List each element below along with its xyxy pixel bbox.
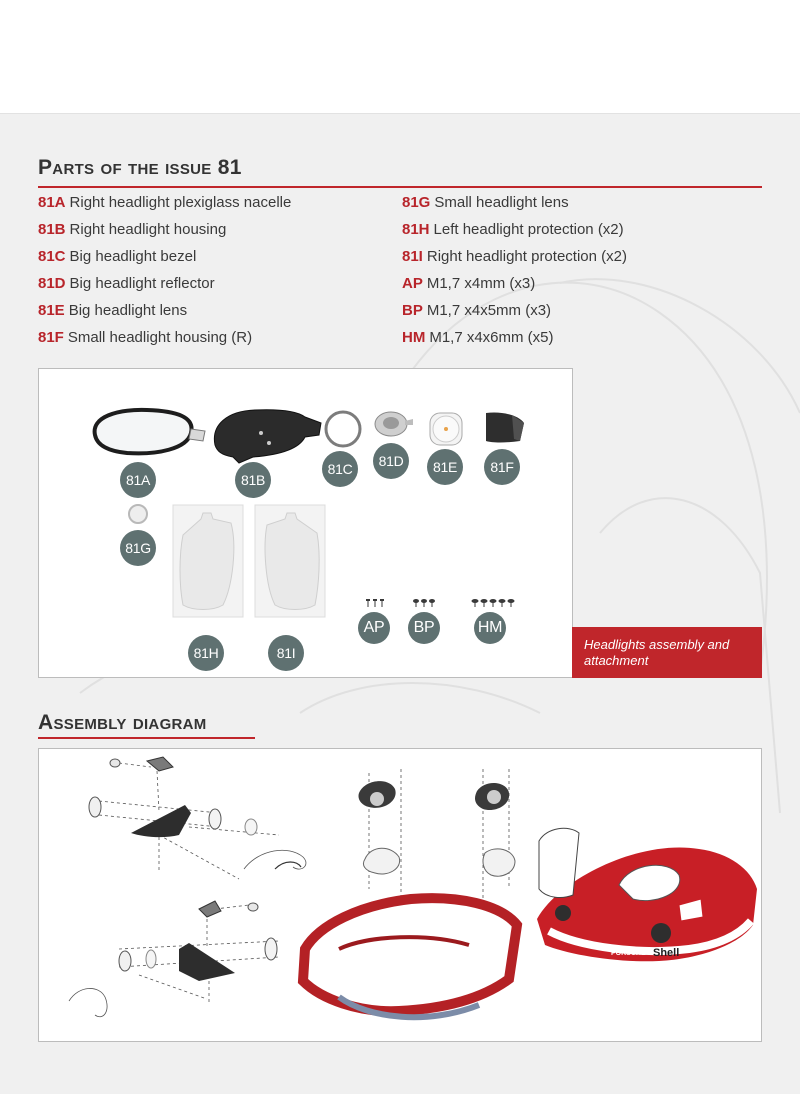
car-sponsor-label: Shell [653, 947, 680, 959]
right-protection-part-image [255, 505, 327, 619]
badge-81f: 81F [484, 449, 520, 485]
list-item: HM M1,7 x4x6mm (x5) [402, 329, 554, 346]
list-item: 81H Left headlight protection (x2) [402, 221, 624, 238]
assembly-panel [38, 748, 762, 1042]
badge-81g: 81G [120, 530, 156, 566]
list-item: 81I Right headlight protection (x2) [402, 248, 627, 265]
small-lens-part-image [127, 503, 149, 525]
left-protection-part-image [173, 505, 245, 619]
assembly-diagram-illustration [39, 749, 761, 1041]
badge-bp: BP [408, 612, 440, 644]
badge-81c: 81C [322, 451, 358, 487]
list-item: 81C Big headlight bezel [38, 248, 197, 265]
list-item: AP M1,7 x4mm (x3) [402, 275, 536, 292]
parts-list-left [38, 194, 291, 356]
note-box: Headlights assembly and attachment [572, 627, 762, 678]
nacelle-part-image [87, 407, 207, 457]
badge-81d: 81D [373, 443, 409, 479]
list-item: 81G Small headlight lens [402, 194, 569, 211]
finished-car [537, 828, 757, 961]
page-header-area [0, 0, 800, 114]
lens-part-image [427, 411, 467, 447]
parts-panel [38, 368, 573, 678]
list-item: BP M1,7 x4x5mm (x3) [402, 302, 552, 319]
badge-81e: 81E [427, 449, 463, 485]
reflector-part-image [373, 409, 413, 439]
badge-hm: HM [474, 612, 506, 644]
badge-81i: 81I [268, 635, 304, 671]
list-item: 81B Right headlight housing [38, 221, 227, 238]
badge-ap: AP [358, 612, 390, 644]
list-item: 81A Right headlight plexiglass nacelle [38, 194, 292, 211]
small-housing-part-image [482, 409, 526, 445]
parts-title-rule [38, 186, 762, 188]
exploded-view-lower [69, 905, 279, 1017]
parts-title: Parts of the issue 81 [38, 156, 242, 179]
list-item: 81F Small headlight housing (R) [38, 329, 253, 346]
screws-ap-image [365, 599, 385, 609]
screws-bp-image [413, 599, 435, 609]
bezel-part-image [323, 409, 363, 449]
screws-hm-image [471, 599, 515, 609]
badge-81a: 81A [120, 462, 156, 498]
badge-81b: 81B [235, 462, 271, 498]
assembly-title: Assembly diagram [38, 711, 207, 734]
list-item: 81E Big headlight lens [38, 302, 188, 319]
list-item: 81D Big headlight reflector [38, 275, 215, 292]
parts-list-right [402, 194, 627, 356]
car-brand-label: PORSCHE [611, 950, 646, 957]
badge-81h: 81H [188, 635, 224, 671]
assembly-title-rule [38, 737, 255, 739]
exploded-view-upper [99, 763, 306, 879]
housing-part-image [209, 407, 329, 463]
